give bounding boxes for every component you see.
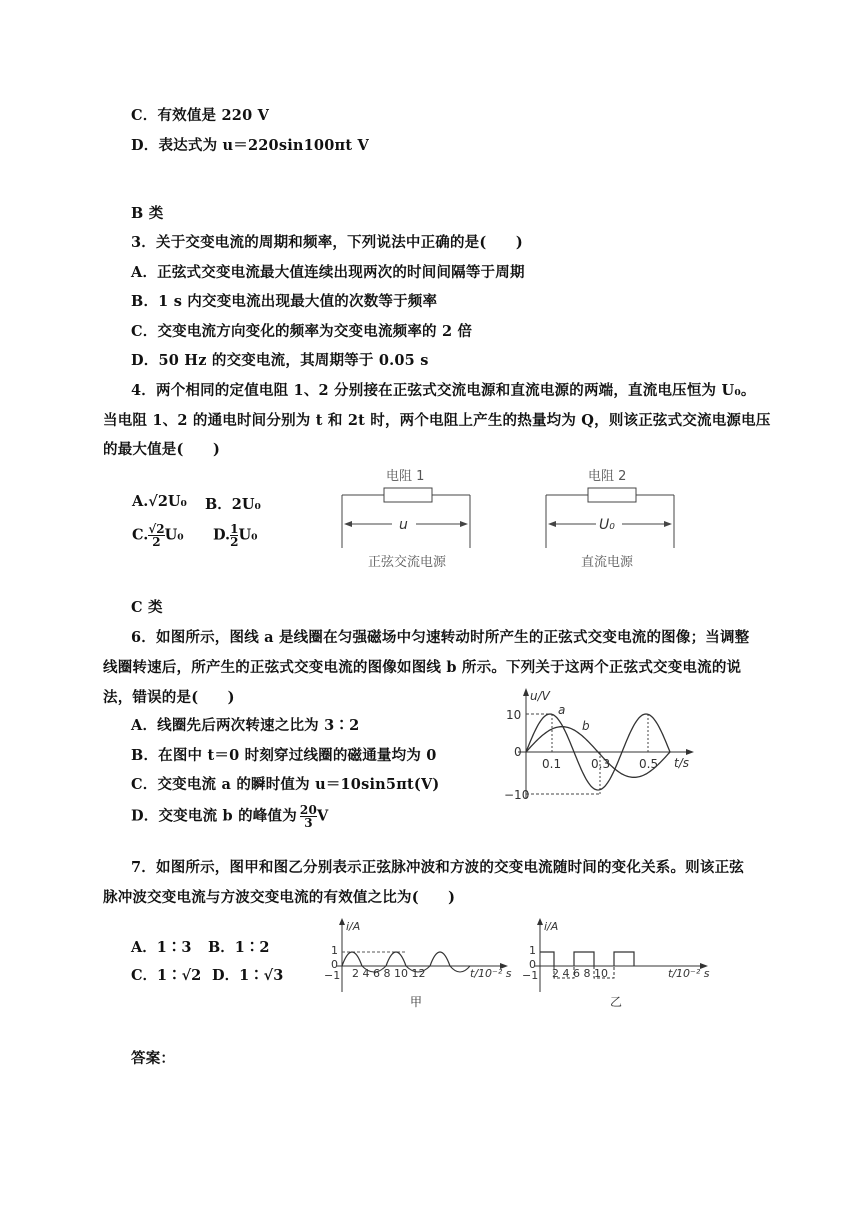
resistor-2 bbox=[588, 488, 636, 502]
option-c-prev: C．有效值是 220 V bbox=[131, 107, 270, 124]
wave-graph bbox=[500, 686, 700, 804]
question-3-option-a: A．正弦式交变电流最大值连续出现两次的时间间隔等于周期 bbox=[131, 264, 525, 281]
x-tick-0.3: 0.3 bbox=[591, 757, 611, 771]
dc-source-caption: 直流电源 bbox=[581, 555, 634, 570]
question-4-line-1: 4．两个相同的定值电阻 1、2 分别接在正弦式交流电源和直流电源的两端，直流电压恒为 U₀。 bbox=[131, 382, 756, 399]
yi-x-label: t/10⁻² s bbox=[668, 967, 710, 980]
x-tick-0.1: 0.1 bbox=[542, 757, 562, 771]
question-3-option-d: D．50 Hz 的交变电流，其周期等于 0.05 s bbox=[131, 352, 429, 369]
section-c-heading: C 类 bbox=[131, 599, 163, 616]
jia-sine-pulse-3 bbox=[430, 952, 450, 966]
question-4-option-c: C. $\frac{√2}{2}$ U₀ bbox=[132, 522, 184, 549]
yi-caption: 乙 bbox=[610, 995, 623, 1009]
question-6-line-1: 6．如图所示，图线 a 是线圈在匀强磁场中匀速转动时所产生的正弦式交变电流的图像；当调整 bbox=[131, 629, 750, 646]
resistor-1 bbox=[384, 488, 432, 502]
section-b-heading: B 类 bbox=[131, 205, 164, 222]
ac-source-caption: 正弦交流电源 bbox=[368, 555, 447, 570]
curve-b-label: b bbox=[582, 719, 590, 733]
question-6-option-a: A．线圈先后两次转速之比为 3∶2 bbox=[131, 717, 360, 734]
question-4-line-2: 当电阻 1、2 的通电时间分别为 t 和 2t 时，两个电阻上产生的热量均为 Q，则该正弦式交流电源电压 bbox=[103, 412, 771, 429]
question-4-option-b: B．2U₀ bbox=[205, 496, 261, 513]
question-7-line-2: 脉冲波交变电流与方波交变电流的有效值之比为( ) bbox=[103, 889, 456, 906]
yi-square-wave bbox=[540, 952, 634, 966]
jia-x-label: t/10⁻² s bbox=[470, 967, 512, 980]
jia-y-1: 1 bbox=[331, 944, 338, 957]
question-4-option-d: D. $\frac{1}{2}$ U₀ bbox=[213, 522, 258, 549]
question-4-option-a: A.√2U₀ bbox=[132, 493, 187, 510]
question-3-option-b: B．1 s 内交变电流出现最大值的次数等于频率 bbox=[131, 293, 438, 310]
y-tick-neg10: −10 bbox=[504, 788, 530, 802]
yi-x-ticks: 2 4 6 8 10 bbox=[552, 967, 608, 980]
jia-sine-pulse-1 bbox=[342, 952, 362, 966]
question-7-line-1: 7．如图所示，图甲和图乙分别表示正弦脉冲波和方波的交变电流随时间的变化关系。则该正弦 bbox=[131, 859, 744, 876]
yi-y-1: 1 bbox=[529, 944, 536, 957]
circuit-figure bbox=[338, 462, 678, 574]
question-7-option-a: A．1∶3 bbox=[131, 939, 192, 956]
yi-y-0: 0 bbox=[529, 958, 536, 971]
yi-y-label: i/A bbox=[544, 920, 559, 933]
resistor-1-label: 电阻 1 bbox=[386, 469, 425, 484]
yi-y-neg1: −1 bbox=[522, 969, 539, 982]
question-6-option-b: B．在图中 t＝0 时刻穿过线圈的磁通量均为 0 bbox=[131, 747, 437, 764]
x-axis-label: t/s bbox=[674, 756, 689, 770]
x-tick-0.5: 0.5 bbox=[639, 757, 659, 771]
y-tick-10: 10 bbox=[506, 708, 522, 722]
question-6-line-2: 线圈转速后，所产生的正弦式交变电流的图像如图线 b 所示。下列关于这两个正弦式交变电流的说 bbox=[103, 659, 742, 676]
question-7-option-b: B．1∶2 bbox=[208, 939, 270, 956]
y-tick-0: 0 bbox=[514, 745, 522, 759]
option-d-prev: D．表达式为 u＝220sin100πt V bbox=[131, 137, 369, 154]
voltage-u0-label: U₀ bbox=[599, 517, 615, 533]
jia-sine-pulse-2 bbox=[386, 952, 406, 966]
resistor-2-label: 电阻 2 bbox=[588, 469, 627, 484]
jia-y-neg1: −1 bbox=[324, 969, 341, 982]
jia-caption: 甲 bbox=[410, 995, 423, 1009]
question-3-stem: 3．关于交变电流的周期和频率，下列说法中正确的是( ) bbox=[131, 234, 523, 251]
y-axis-label: u/V bbox=[530, 689, 550, 703]
pulse-wave-figures bbox=[322, 916, 712, 1012]
voltage-u-label: u bbox=[399, 517, 408, 533]
question-7-option-d: D．1∶√3 bbox=[212, 967, 284, 984]
curve-a-label: a bbox=[558, 703, 566, 717]
question-4-line-3: 的最大值是( ) bbox=[103, 441, 221, 458]
question-7-option-c: C．1∶√2 bbox=[131, 967, 202, 984]
jia-y-label: i/A bbox=[346, 920, 361, 933]
question-6-line-3: 法，错误的是( ) bbox=[103, 689, 235, 706]
question-3-option-c: C．交变电流方向变化的频率为交变电流频率的 2 倍 bbox=[131, 323, 473, 340]
jia-x-ticks: 2 4 6 8 10 12 bbox=[352, 967, 426, 980]
question-6-option-d: D．交变电流 b 的峰值为 $\frac{20}{3}$ V bbox=[131, 803, 329, 830]
answer-label: 答案： bbox=[131, 1050, 176, 1067]
jia-y-0: 0 bbox=[331, 958, 338, 971]
question-6-option-c: C．交变电流 a 的瞬时值为 u＝10sin5πt(V) bbox=[131, 776, 440, 793]
